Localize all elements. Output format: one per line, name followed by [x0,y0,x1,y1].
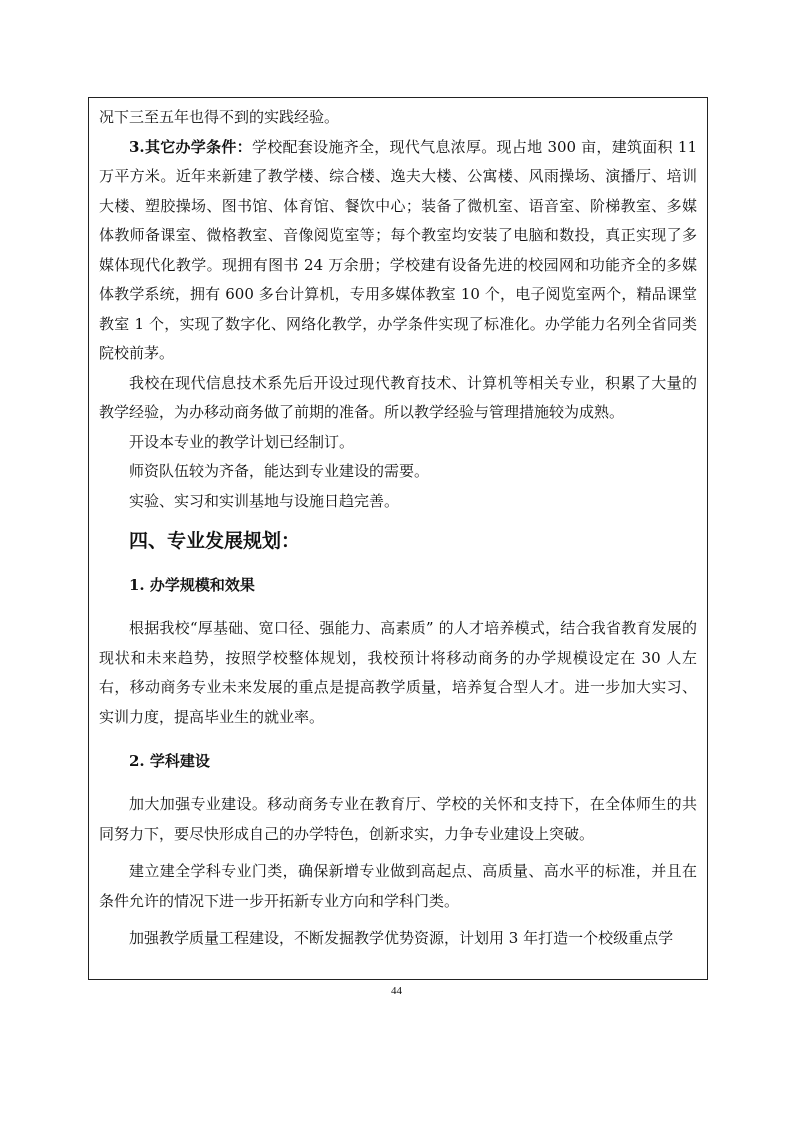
paragraph-other-conditions [99,133,697,369]
document-frame [88,97,708,980]
section-title: 四、专业发展规划： [129,530,301,552]
page-number: 44 [391,985,402,997]
paragraph-text: 学校配套设施齐全，现代气息浓厚。现占地 300 亩，建筑面积 11 万平方米。近年来新建了教学楼、综合楼、逸夫大楼、公寓楼、风雨操场、演播厅、培训大楼、塑胶操场、图书馆、体育馆、餐饮中心；装备了微机室、语音室、阶梯教室、多媒体教师备课室、微格教室、音像阅览室等；每个教室均安装了电脑和数投，真正实现了多媒体现代化教学。现拥有图书 24 万余册；学校建有设备先进的校园网和功能齐全的多媒体教学系统，拥有 600 多台计算机，专用多媒体教室 10 个，电子阅览室两个，精品课堂教室 1 个，实现了数字化、网络化教学，办学条件实现了标准化。办学能力名列全省同类院校前茅。 [99,137,697,362]
subsection-title-scale: 1. 办学规模和效果 [129,576,255,594]
paragraph-continuation: 况下三至五年也得不到的实践经验。 [99,108,340,126]
paragraph-teaching-experience: 我校在现代信息技术系先后开设过现代教育技术、计算机等相关专业，积累了大量的教学经验，为办移动商务做了前期的准备。所以教学经验与管理措施较为成熟。 [99,373,697,421]
document-content [99,103,697,954]
paragraph-discipline-1: 加大加强专业建设。移动商务专业在教育厅、学校的关怀和支持下，在全体师生的共同努力下，要尽快形成自己的办学特色，创新求实，力争专业建设上突破。 [99,795,697,843]
subsection-title-discipline: 2. 学科建设 [129,752,210,770]
paragraph-facilities: 实验、实习和实训基地与设施日趋完善。 [129,491,400,510]
paragraph-faculty: 师资队伍较为齐备，能达到专业建设的需要。 [129,462,430,480]
paragraph-teaching-plan: 开设本专业的教学计划已经制订。 [129,432,355,451]
paragraph-label: 3.其它办学条件： [129,137,252,156]
paragraph-scale: 根据我校“厚基础、宽口径、强能力、高素质” 的人才培养模式，结合我省教育发展的现状和未来趋势，按照学校整体规划，我校预计将移动商务的办学规模设定在 30 人左右，移动商务专业未来发展的重点是提高教学质量，培养复合型人才。进一步加大实习、实训力度，提高毕业生的就业率。 [99,619,697,726]
paragraph-discipline-2: 建立建全学科专业门类，确保新增专业做到高起点、高质量、高水平的标准，并且在条件允许的情况下进一步开拓新专业方向和学科门类。 [99,862,697,910]
paragraph-discipline-3: 加强教学质量工程建设，不断发掘教学优势资源，计划用 3 年打造一个校级重点学 [129,929,674,947]
